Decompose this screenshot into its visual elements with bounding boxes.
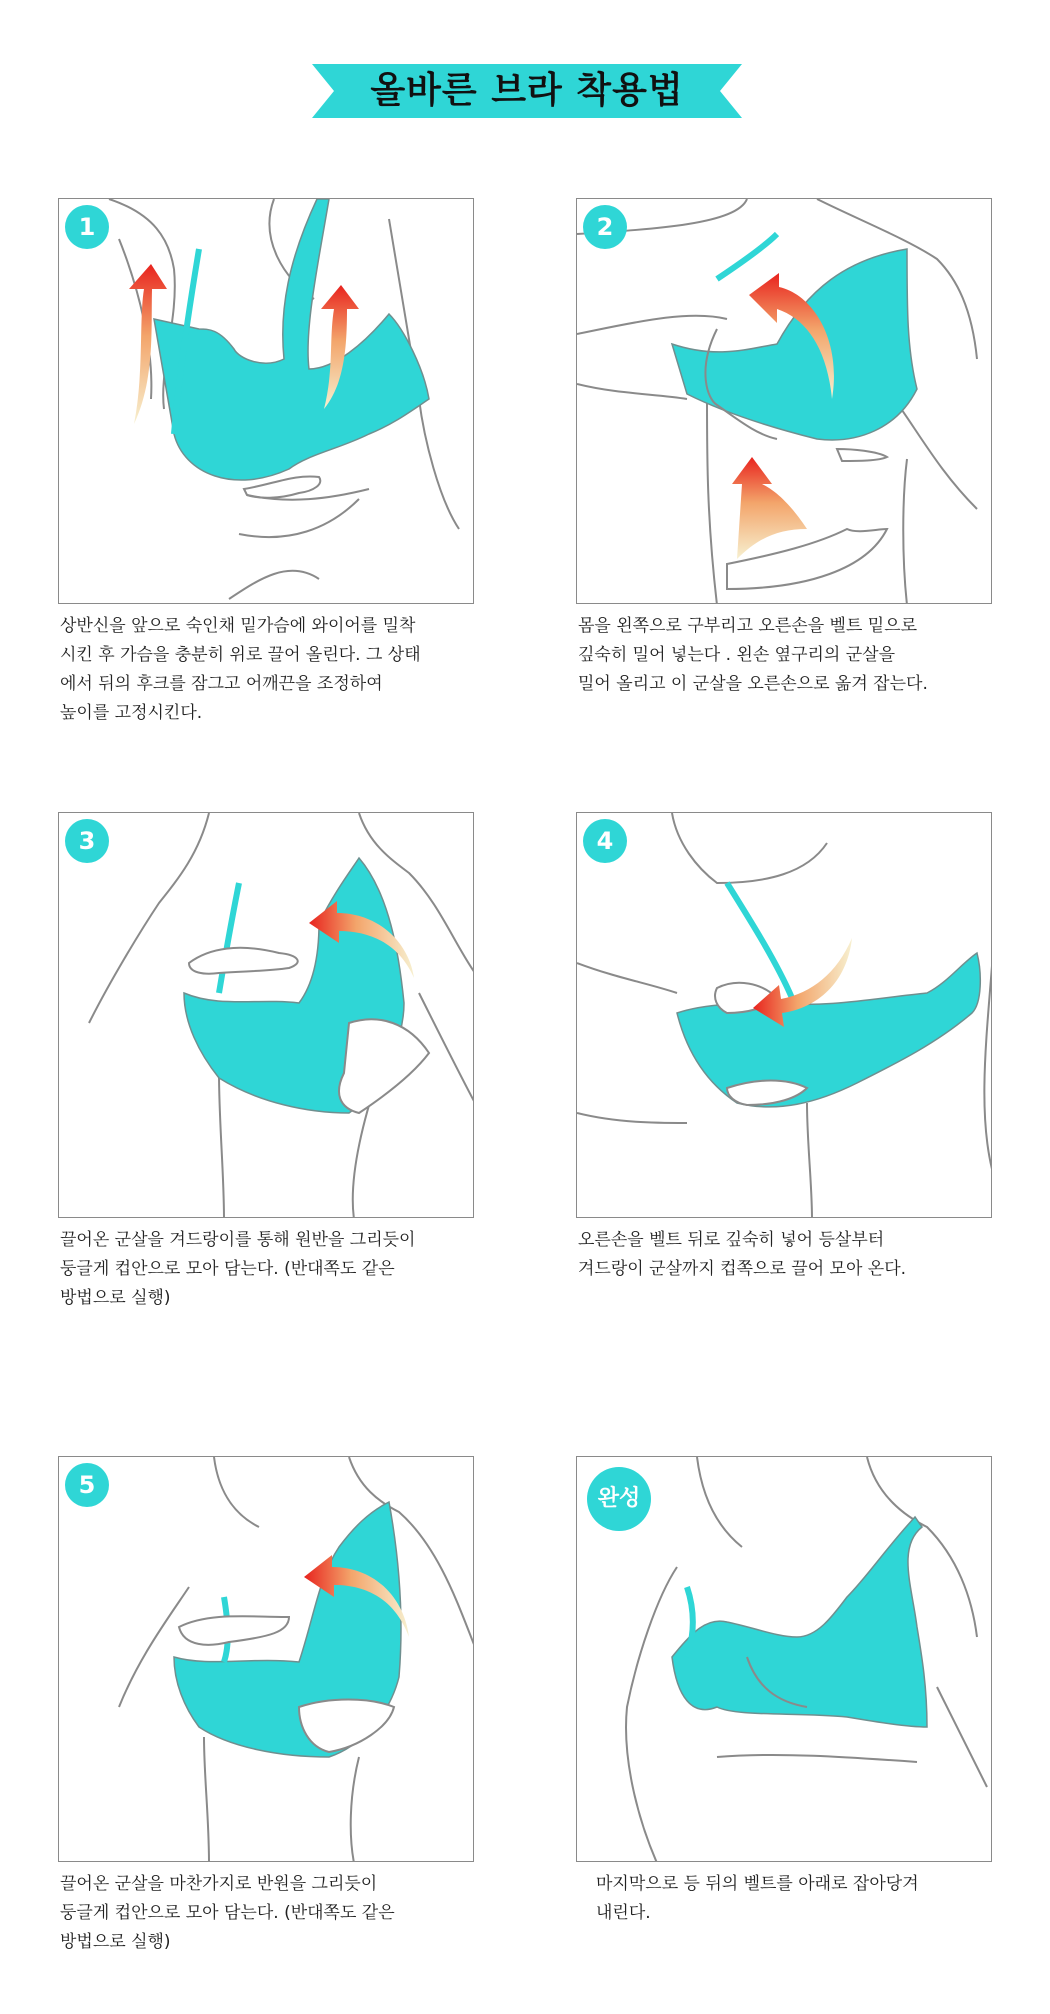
caption-line: 끌어온 군살을 겨드랑이를 통해 원반을 그리듯이 — [60, 1230, 416, 1250]
page-title: 올바른 브라 착용법 — [370, 70, 684, 111]
caption-line: 상반신을 앞으로 숙인채 밑가슴에 와이어를 밀착 — [60, 616, 416, 636]
caption-line: 겨드랑이 군살까지 컵쪽으로 끌어 모아 온다. — [578, 1259, 907, 1279]
caption-line: 시킨 후 가슴을 충분히 위로 끌어 올린다. 그 상태 — [60, 645, 421, 665]
caption-line: 깊숙히 밀어 넣는다 . 왼손 옆구리의 군살을 — [578, 645, 896, 665]
step-badge: 2 — [583, 205, 627, 249]
step-3-panel — [58, 812, 474, 1218]
step-5-illustration — [59, 1457, 474, 1862]
step-badge: 5 — [65, 1463, 109, 1507]
caption-line: 방법으로 실행) — [60, 1932, 171, 1952]
step-badge: 4 — [583, 819, 627, 863]
step-1-caption — [60, 612, 460, 728]
bra-shape — [154, 199, 429, 480]
step-1-illustration — [59, 199, 474, 604]
caption-line: 밀어 올리고 이 군살을 오른손으로 옮겨 잡는다. — [578, 674, 928, 694]
step-badge: 1 — [65, 205, 109, 249]
step-2-caption — [578, 612, 978, 699]
caption-line: 방법으로 실행) — [60, 1288, 171, 1308]
caption-line: 높이를 고정시킨다. — [60, 703, 203, 723]
caption-line: 에서 뒤의 후크를 잠그고 어깨끈을 조정하여 — [60, 674, 383, 694]
bra-shape — [672, 249, 917, 440]
step-3-illustration — [59, 813, 474, 1218]
bra-shape — [672, 1517, 927, 1727]
step-4-caption — [578, 1226, 978, 1284]
step-complete-caption — [596, 1870, 996, 1928]
step-5-panel — [58, 1456, 474, 1862]
caption-line: 둥글게 컵안으로 모아 담는다. (반대쪽도 같은 — [60, 1903, 395, 1923]
step-3-caption — [60, 1226, 460, 1313]
step-2-illustration — [577, 199, 992, 604]
caption-line: 내린다. — [596, 1903, 651, 1923]
step-5-caption — [60, 1870, 460, 1957]
title-banner — [312, 64, 742, 118]
step-complete-panel — [576, 1456, 992, 1862]
caption-line: 오른손을 벨트 뒤로 깊숙히 넣어 등살부터 — [578, 1230, 885, 1250]
caption-line: 끌어온 군살을 마찬가지로 반원을 그리듯이 — [60, 1874, 378, 1894]
step-4-illustration — [577, 813, 992, 1218]
step-4-panel — [576, 812, 992, 1218]
step-badge: 완성 — [587, 1467, 651, 1531]
step-1-panel — [58, 198, 474, 604]
step-badge: 3 — [65, 819, 109, 863]
caption-line: 몸을 왼쪽으로 구부리고 오른손을 벨트 밑으로 — [578, 616, 918, 636]
caption-line: 둥글게 컵안으로 모아 담는다. (반대쪽도 같은 — [60, 1259, 395, 1279]
caption-line: 마지막으로 등 뒤의 벨트를 아래로 잡아당겨 — [596, 1874, 919, 1894]
step-2-panel — [576, 198, 992, 604]
